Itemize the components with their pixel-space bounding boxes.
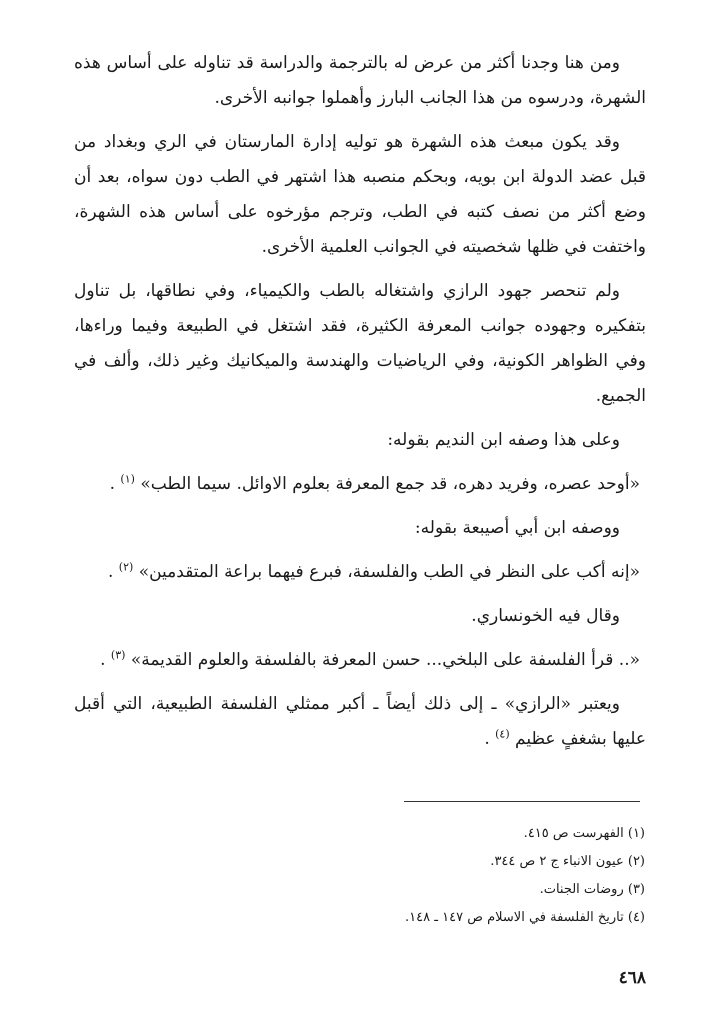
paragraph	[74, 687, 646, 757]
footnote-reference[interactable]: (٤)	[495, 727, 510, 741]
paragraph	[74, 423, 646, 458]
footnote-separator	[404, 801, 640, 802]
quotation-text: «أوحد عصره، وفريد دهره، قد جمع المعرفة بعلوم الاوائل. سيما الطب»	[140, 474, 640, 494]
quotation	[74, 643, 646, 678]
footnote: (٣) روضات الجنات.	[539, 882, 645, 897]
paragraph-text: ووصفه ابن أبي أصيبعة بقوله:	[414, 518, 620, 538]
main-text	[74, 46, 646, 766]
paragraph-text: وعلى هذا وصفه ابن النديم بقوله:	[387, 430, 620, 450]
quotation-tail: .	[100, 650, 106, 670]
footnotes	[245, 820, 645, 932]
paragraph	[74, 274, 646, 414]
paragraph-text: ومن هنا وجدنا أكثر من عرض له بالترجمة والدراسة قد تناوله على أساس هذه الشهرة، ودرسوه من هذا الجانب البارز وأهملوا جوانبه الأخرى.	[74, 53, 646, 108]
paragraph-tail: .	[484, 729, 490, 749]
quotation-text: «إنه أكب على النظر في الطب والفلسفة، فبرع فيهما براعة المتقدمين»	[138, 562, 640, 582]
footnote-reference[interactable]: (١)	[120, 472, 135, 486]
paragraph	[74, 125, 646, 265]
paragraph-text: وقال فيه الخونساري.	[471, 606, 620, 626]
quotation-text: «.. قرأ الفلسفة على البلخي... حسن المعرفة بالفلسفة والعلوم القديمة»	[130, 650, 640, 670]
footnote: (١) الفهرست ص ٤١٥.	[523, 826, 645, 841]
footnote-reference[interactable]: (٢)	[118, 560, 134, 574]
paragraph	[74, 46, 646, 116]
footnote: (٤) تاريخ الفلسفة في الاسلام ص ١٤٧ ـ ١٤٨.	[404, 910, 645, 925]
footnote-reference[interactable]: (٣)	[110, 648, 126, 662]
footnote: (٢) عيون الانباء ج ٢ ص ٣٤٤.	[490, 854, 645, 869]
paragraph-text: ولم تنحصر جهود الرازي واشتغاله بالطب والكيمياء، وفي نطاقها، بل تناول بتفكيره وجهوده جوانب المعرفة الكثيرة، فقد اشتغل في الطبيعة وفيما وراءها، وفي الظواهر الكونية، وفي الرياضيات والهندسة والميكانيك وغير ذلك، وألف في الجميع.	[74, 281, 646, 406]
paragraph	[74, 599, 646, 634]
paragraph-text: وقد يكون مبعث هذه الشهرة هو توليه إدارة المارستان في الري وبغداد من قبل عضد الدولة ابن بويه، وبحكم منصبه هذا اشتهر في الطب دون سواه، بعد أن وضع أكثر من نصف كتبه في الطب، وترجم مؤرخوه على أساس هذه الشهرة، واختفت في ظلها شخصيته في الجوانب العلمية الأخرى.	[74, 132, 646, 257]
paragraph-text: ويعتبر «الرازي» ـ إلى ذلك أيضاً ـ أكبر ممثلي الفلسفة الطبيعية، التي أقبل عليها بشغفٍ عظيم	[74, 694, 646, 749]
quotation	[74, 555, 646, 590]
quotation	[74, 467, 646, 502]
quotation-tail: .	[109, 474, 115, 494]
paragraph	[74, 511, 646, 546]
quotation-tail: .	[107, 562, 114, 582]
page-number: ٤٦٨	[618, 968, 646, 988]
